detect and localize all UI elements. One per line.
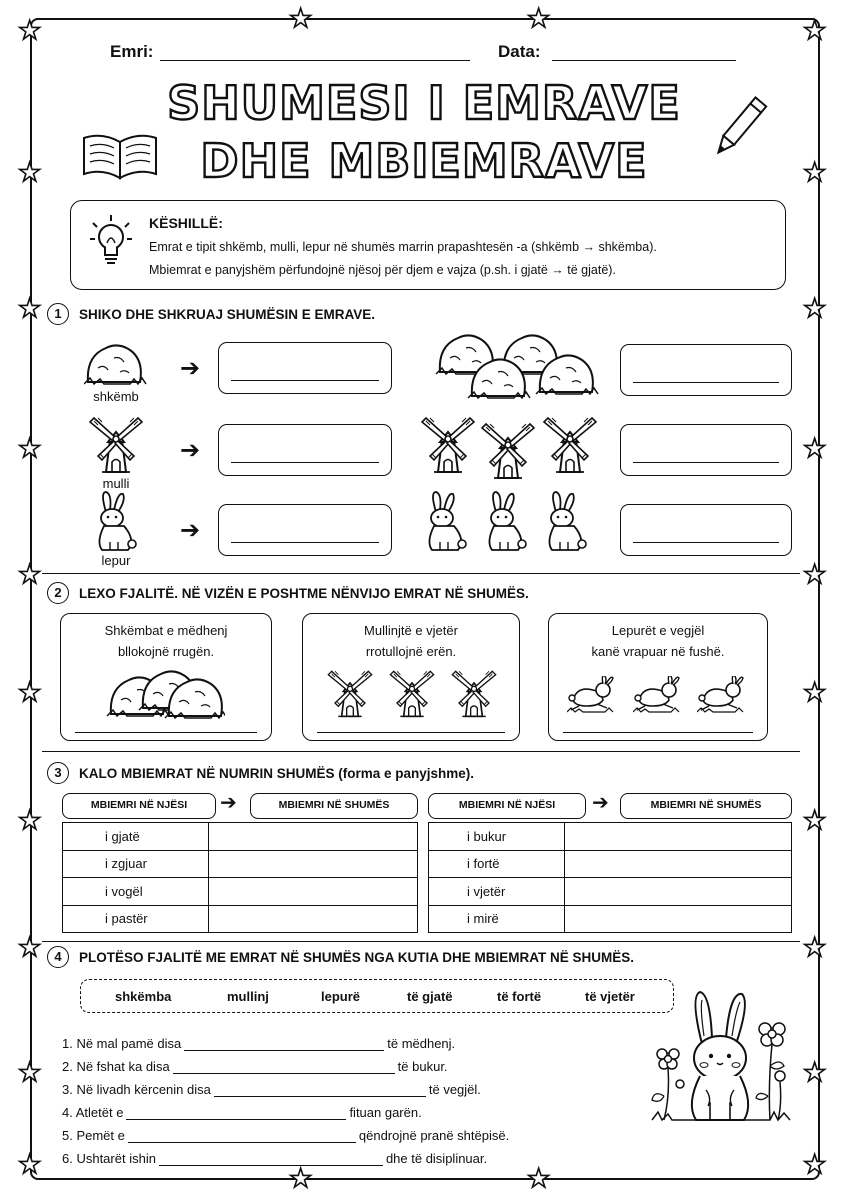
answer-box-windmills[interactable]	[620, 424, 792, 476]
table-row	[63, 823, 418, 851]
page-title-line1: SHUMESI I EMRAVE	[167, 76, 681, 130]
answer-box-shkemb[interactable]	[218, 342, 392, 394]
open-book-icon	[80, 128, 160, 182]
answer-box-mulli[interactable]	[218, 424, 392, 476]
answer-box-rabbits[interactable]	[620, 504, 792, 556]
word-bank-item: të gjatë	[407, 989, 453, 1004]
word-bank	[80, 979, 674, 1013]
sentence-card-rabbits	[548, 613, 768, 741]
windmill-icon	[325, 666, 375, 720]
tip-box	[70, 200, 786, 290]
section-4-number: 4	[47, 946, 69, 968]
rabbit-icon	[418, 490, 474, 554]
arrow-icon: ➔	[180, 516, 201, 544]
date-label: Data:	[498, 42, 541, 61]
word-bank-item: lepurë	[321, 989, 361, 1004]
table-row	[429, 878, 792, 906]
card-line-1: Shkëmbat e mëdhenj	[104, 623, 228, 638]
adjective-plural-input[interactable]	[209, 878, 418, 906]
section-3-number: 3	[47, 762, 69, 784]
arrow-icon: ➔	[180, 436, 201, 464]
windmill-icon	[86, 412, 150, 478]
fill-sentence-5: 5. Pemët e qëndrojnë pranë shtëpisë.	[62, 1128, 510, 1143]
answer-line[interactable]	[317, 732, 505, 733]
adjective-plural-input[interactable]	[565, 878, 792, 906]
column-header-singular: MBIEMRI NË NJËSI	[62, 793, 216, 819]
noun-label-shkemb: shkëmb	[93, 389, 139, 404]
windmill-icon	[478, 418, 540, 484]
blank-line[interactable]	[128, 1129, 356, 1143]
adjective-plural-input[interactable]	[209, 823, 418, 851]
tip-line-2: Mbiemrat e panyjshëm përfundojnë njësoj për djem e vajza (p.sh. i gjatë → të gjatë).	[149, 263, 616, 277]
running-rabbit-icon	[697, 676, 747, 716]
table-row	[63, 850, 418, 878]
noun-label-lepur: lepur	[101, 553, 131, 568]
answer-line[interactable]	[75, 732, 257, 733]
windmill-icon	[387, 666, 437, 720]
adjective-singular: i zgjuar	[63, 850, 209, 878]
adjective-singular: i gjatë	[63, 823, 209, 851]
date-field[interactable]	[552, 60, 736, 61]
table-row	[429, 823, 792, 851]
adjective-table-right	[428, 822, 792, 933]
blank-line[interactable]	[126, 1106, 346, 1120]
section-2-title: LEXO FJALITË. NË VIZËN E POSHTME NËNVIJO EMRAT NË SHUMËS.	[79, 586, 529, 601]
windmill-icon	[449, 666, 499, 720]
page-title-line2: DHE MBIEMRAVE	[200, 134, 648, 188]
section-1-number: 1	[47, 303, 69, 325]
adjective-plural-input[interactable]	[565, 905, 792, 933]
section-1-title: SHIKO DHE SHKRUAJ SHUMËSIN E EMRAVE.	[79, 307, 376, 322]
blank-line[interactable]	[214, 1083, 426, 1097]
adjective-singular: i pastër	[63, 905, 209, 933]
section-2-number: 2	[47, 582, 69, 604]
blank-line[interactable]	[184, 1037, 384, 1051]
adjective-plural-input[interactable]	[565, 823, 792, 851]
blank-line[interactable]	[173, 1060, 395, 1074]
word-bank-item: të fortë	[497, 989, 542, 1004]
adjective-singular: i vogël	[63, 878, 209, 906]
section-divider	[42, 751, 800, 752]
running-rabbit-icon	[633, 676, 683, 716]
card-line-2: kanë vrapuar në fushë.	[591, 644, 725, 659]
card-line-2: bllokojnë rrugën.	[117, 644, 215, 659]
sentence-card-windmills	[302, 613, 520, 741]
rabbit-icon	[88, 490, 144, 554]
name-field[interactable]	[160, 60, 470, 61]
adjective-table-left	[62, 822, 418, 933]
word-bank-item: shkëmba	[115, 989, 172, 1004]
answer-box-lepur[interactable]	[218, 504, 392, 556]
word-bank-item: mullinj	[227, 989, 269, 1004]
fill-sentence-3: 3. Në livadh kërcenin disa të vegjël.	[62, 1082, 481, 1097]
fill-sentence-6: 6. Ushtarët ishin dhe të disiplinuar.	[62, 1151, 488, 1166]
rocks-group-icon	[432, 328, 602, 400]
blank-line[interactable]	[159, 1152, 383, 1166]
arrow-icon: ➔	[592, 790, 609, 814]
arrow-icon: ➔	[180, 354, 201, 382]
tip-line-1: Emrat e tipit shkëmb, mulli, lepur në shumës marrin prapashtesën -a (shkëmb → shkëmba).	[149, 240, 657, 254]
adjective-plural-input[interactable]	[209, 905, 418, 933]
table-row	[429, 850, 792, 878]
fill-sentence-4: 4. Atletët e fituan garën.	[62, 1105, 422, 1120]
table-row	[63, 905, 418, 933]
card-line-1: Lepurët e vegjël	[611, 623, 705, 638]
section-divider	[42, 573, 800, 574]
adjective-singular: i bukur	[429, 823, 565, 851]
bunny-with-flowers-illustration	[650, 986, 794, 1126]
arrow-icon: ➔	[220, 790, 237, 814]
rocks-icon	[105, 664, 225, 720]
fill-sentence-2: 2. Në fshat ka disa të bukur.	[62, 1059, 448, 1074]
card-line-1: Mullinjtë e vjetër	[364, 623, 458, 638]
rabbit-icon	[478, 490, 534, 554]
windmill-icon	[418, 412, 480, 478]
adjective-plural-input[interactable]	[209, 850, 418, 878]
adjective-singular: i fortë	[429, 850, 565, 878]
tip-heading: KËSHILLË:	[149, 215, 223, 231]
adjective-singular: i mirë	[429, 905, 565, 933]
rock-icon	[84, 338, 148, 388]
section-divider	[42, 941, 800, 942]
column-header-singular: MBIEMRI NË NJËSI	[428, 793, 586, 819]
noun-label-mulli: mulli	[102, 476, 130, 491]
answer-line[interactable]	[563, 732, 753, 733]
section-3-title: KALO MBIEMRAT NË NUMRIN SHUMËS (forma e panyjshme).	[79, 766, 475, 781]
card-line-2: rrotullojnë erën.	[365, 644, 457, 659]
word-bank-item: të vjetër	[585, 989, 635, 1004]
column-header-plural: MBIEMRI NË SHUMËS	[620, 793, 792, 819]
lightbulb-icon	[89, 213, 133, 275]
pencil-icon	[706, 92, 772, 164]
fill-sentence-1: 1. Në mal pamë disa të mëdhenj.	[62, 1036, 456, 1051]
answer-box-rocks[interactable]	[620, 344, 792, 396]
adjective-plural-input[interactable]	[565, 850, 792, 878]
table-row	[63, 878, 418, 906]
section-4-title: PLOTËSO FJALITË ME EMRAT NË SHUMËS NGA KUTIA DHE MBIEMRAT NË SHUMËS.	[79, 950, 635, 965]
table-row	[429, 905, 792, 933]
column-header-plural: MBIEMRI NË SHUMËS	[250, 793, 418, 819]
name-label: Emri:	[110, 42, 154, 61]
windmill-icon	[540, 412, 602, 478]
running-rabbit-icon	[567, 676, 617, 716]
sentence-card-rocks	[60, 613, 272, 741]
rabbit-icon	[538, 490, 594, 554]
adjective-singular: i vjetër	[429, 878, 565, 906]
